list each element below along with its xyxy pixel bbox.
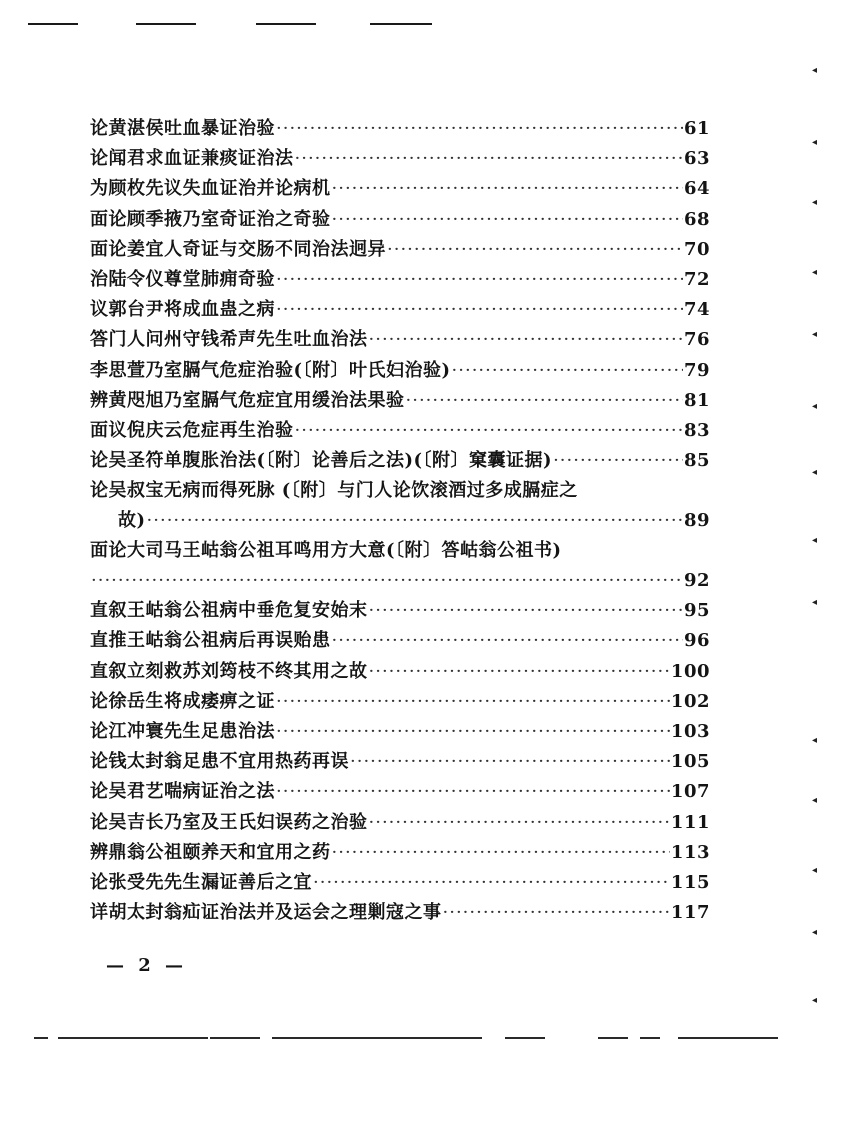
toc-entry-title: 详胡太封翁疝证治法并及运会之理剿寇之事 <box>90 902 442 924</box>
toc-entry <box>90 838 710 868</box>
toc-page-number: 117 <box>670 902 710 924</box>
toc-entry-title: 直叙立刻救苏刘筠枝不终其用之故 <box>90 660 368 682</box>
toc-page-number: 79 <box>683 359 710 381</box>
dot-leader <box>276 114 683 144</box>
toc-entry-title: 面议倪庆云危症再生治验 <box>90 419 294 441</box>
toc-entry <box>90 868 710 898</box>
toc-entry-line <box>90 356 710 386</box>
toc-entry-line <box>90 416 710 446</box>
toc-entry-line <box>90 295 710 325</box>
toc-entry <box>90 626 710 656</box>
toc-entry <box>90 657 710 687</box>
toc-page-number: 115 <box>670 871 710 893</box>
toc-page-number: 107 <box>670 781 710 803</box>
toc-entry-title: 论吴圣符单腹胀治法(〔附〕论善后之法)(〔附〕窠囊证据) <box>90 450 553 472</box>
toc-entry <box>90 808 710 838</box>
toc-entry-line <box>90 114 710 144</box>
margin-mark: ◂ <box>812 865 818 876</box>
toc-page-number: 96 <box>683 630 710 652</box>
toc-entry-line <box>90 205 710 235</box>
dot-leader <box>406 386 683 416</box>
toc-entry-line <box>90 898 710 928</box>
toc-entry <box>90 325 710 355</box>
toc-page-number: 61 <box>683 118 710 139</box>
toc-entry <box>90 446 710 476</box>
toc-entry-title: 辨黄咫旭乃室膈气危症宜用缓治法果验 <box>90 389 405 411</box>
toc-entry-title: 面论姜宜人奇证与交肠不同治法迥异 <box>90 238 386 260</box>
dot-leader <box>553 446 683 476</box>
toc-entry-title: 面论顾季掖乃室奇证治之奇验 <box>90 208 331 230</box>
toc-entry <box>90 114 710 144</box>
toc-entry-line <box>90 536 710 566</box>
toc-entry-line <box>90 174 710 204</box>
dot-leader <box>369 596 683 626</box>
page-folio: — 2 — <box>106 955 188 976</box>
toc-page-number: 74 <box>683 299 710 321</box>
toc-entry <box>90 356 710 386</box>
dot-leader <box>276 265 683 295</box>
toc-entry-line <box>90 626 710 656</box>
toc-page-number: 103 <box>670 721 710 742</box>
toc-entry-title: 面论大司马王岵翁公祖耳鸣用方大意(〔附〕答岵翁公祖书) <box>90 540 562 562</box>
dot-leader <box>332 838 670 868</box>
margin-mark: ◂ <box>812 735 818 746</box>
dot-leader <box>91 566 683 596</box>
toc-page-number: 63 <box>683 148 710 170</box>
toc-entry-line <box>90 596 710 626</box>
toc-page-number: 113 <box>670 841 710 863</box>
binding-margin-marks <box>806 60 826 1020</box>
toc-entry <box>90 265 710 295</box>
dot-leader <box>369 657 670 687</box>
toc-entry-line <box>90 777 710 807</box>
margin-mark: ◂ <box>812 401 818 412</box>
dot-leader <box>387 235 683 265</box>
toc-entry-title: 论江冲寰先生足患治法 <box>90 721 275 742</box>
toc-page-number: 85 <box>683 450 710 472</box>
toc-entry <box>90 536 710 596</box>
dot-leader <box>369 325 683 355</box>
toc-page-number: 64 <box>683 178 710 200</box>
toc-page-number: 72 <box>683 268 710 290</box>
toc-entry-line <box>90 838 710 868</box>
toc-entry-line <box>90 687 710 717</box>
dot-leader <box>452 356 683 386</box>
toc-entry <box>90 205 710 235</box>
margin-mark: ◂ <box>812 65 818 76</box>
toc-entry <box>90 596 710 626</box>
toc-entry-line <box>90 235 710 265</box>
toc-entry <box>90 174 710 204</box>
toc-page-number: 105 <box>670 751 710 773</box>
toc-entry-line <box>90 808 710 838</box>
toc-entry <box>90 717 710 747</box>
margin-mark: ◂ <box>812 927 818 938</box>
dot-leader <box>295 144 683 174</box>
toc-entry-title: 为顾枚先议失血证治并论病机 <box>90 178 331 200</box>
toc-page-number: 76 <box>683 329 710 351</box>
dot-leader <box>147 506 683 536</box>
toc-page-number: 83 <box>683 419 710 441</box>
toc-page-number: 89 <box>683 510 710 532</box>
dot-leader <box>332 205 683 235</box>
dot-leader <box>276 295 683 325</box>
toc-entry <box>90 687 710 717</box>
toc-entry-line <box>90 144 710 174</box>
toc-entry-line <box>90 476 710 506</box>
margin-mark: ◂ <box>812 197 818 208</box>
toc-entry-title: 论黄湛侯吐血暴证治验 <box>90 118 275 139</box>
toc-page-number: 111 <box>670 811 710 833</box>
dot-leader <box>295 416 683 446</box>
table-of-contents <box>90 114 710 928</box>
bottom-border-rules <box>0 1036 866 1040</box>
dot-leader <box>276 687 670 717</box>
toc-entry-title: 直叙王岵翁公祖病中垂危复安始末 <box>90 600 368 622</box>
dot-leader <box>276 717 670 747</box>
toc-entry <box>90 295 710 325</box>
toc-entry-line <box>90 868 710 898</box>
margin-mark: ◂ <box>812 597 818 608</box>
toc-entry-title: 故) <box>118 510 146 532</box>
toc-entry-title: 答门人问州守钱希声先生吐血治法 <box>90 329 368 351</box>
toc-entry-line <box>90 747 710 777</box>
toc-page-number: 95 <box>683 600 710 622</box>
margin-mark: ◂ <box>812 995 818 1006</box>
toc-page-number: 81 <box>683 389 710 411</box>
top-border-rules <box>0 20 866 26</box>
dot-leader <box>443 898 670 928</box>
margin-mark: ◂ <box>812 137 818 148</box>
dot-leader <box>332 626 683 656</box>
toc-entry-line <box>90 325 710 355</box>
toc-page-number: 70 <box>683 238 710 260</box>
toc-entry-title: 论张受先先生漏证善后之宜 <box>90 871 312 893</box>
toc-entry-line <box>90 506 710 536</box>
toc-entry-title: 治陆令仪尊堂肺痈奇验 <box>90 268 275 290</box>
toc-entry-title: 论钱太封翁足患不宜用热药再误 <box>90 751 349 773</box>
toc-entry-title: 论吴吉长乃室及王氏妇误药之治验 <box>90 811 368 833</box>
toc-entry <box>90 777 710 807</box>
toc-entry <box>90 898 710 928</box>
toc-entry-title: 直推王岵翁公祖病后再误贻患 <box>90 630 331 652</box>
toc-entry-line <box>90 446 710 476</box>
toc-page-number: 68 <box>683 208 710 230</box>
toc-entry-line <box>90 566 710 596</box>
toc-entry-title: 论吴叔宝无病而得死脉 (〔附〕与门人论饮滚酒过多成膈症之 <box>90 480 578 502</box>
toc-entry <box>90 144 710 174</box>
dot-leader <box>332 174 683 204</box>
toc-entry-line <box>90 386 710 416</box>
toc-entry-title: 李思萱乃室膈气危症治验(〔附〕叶氏妇治验) <box>90 359 451 381</box>
toc-entry-title: 论徐岳生将成痿痹之证 <box>90 690 275 712</box>
dot-leader <box>350 747 670 777</box>
margin-mark: ◂ <box>812 267 818 278</box>
toc-entry-line <box>90 265 710 295</box>
dot-leader <box>369 808 670 838</box>
toc-entry <box>90 235 710 265</box>
toc-entry-line <box>90 717 710 747</box>
toc-entry <box>90 386 710 416</box>
toc-entry-line <box>90 657 710 687</box>
toc-entry <box>90 416 710 446</box>
toc-page-number: 92 <box>683 570 710 592</box>
toc-page-number: 102 <box>670 690 710 712</box>
margin-mark: ◂ <box>812 329 818 340</box>
toc-entry-title: 辨鼎翁公祖颐养天和宜用之药 <box>90 841 331 863</box>
dot-leader <box>276 777 670 807</box>
toc-page-number: 100 <box>670 660 710 682</box>
margin-mark: ◂ <box>812 467 818 478</box>
margin-mark: ◂ <box>812 535 818 546</box>
toc-entry-title: 论吴君艺喘病证治之法 <box>90 781 275 803</box>
dot-leader <box>313 868 670 898</box>
toc-entry-title: 论闻君求血证兼痰证治法 <box>90 148 294 170</box>
toc-entry-title: 议郭台尹将成血蛊之病 <box>90 299 275 321</box>
toc-entry <box>90 476 710 536</box>
toc-entry <box>90 747 710 777</box>
margin-mark: ◂ <box>812 795 818 806</box>
